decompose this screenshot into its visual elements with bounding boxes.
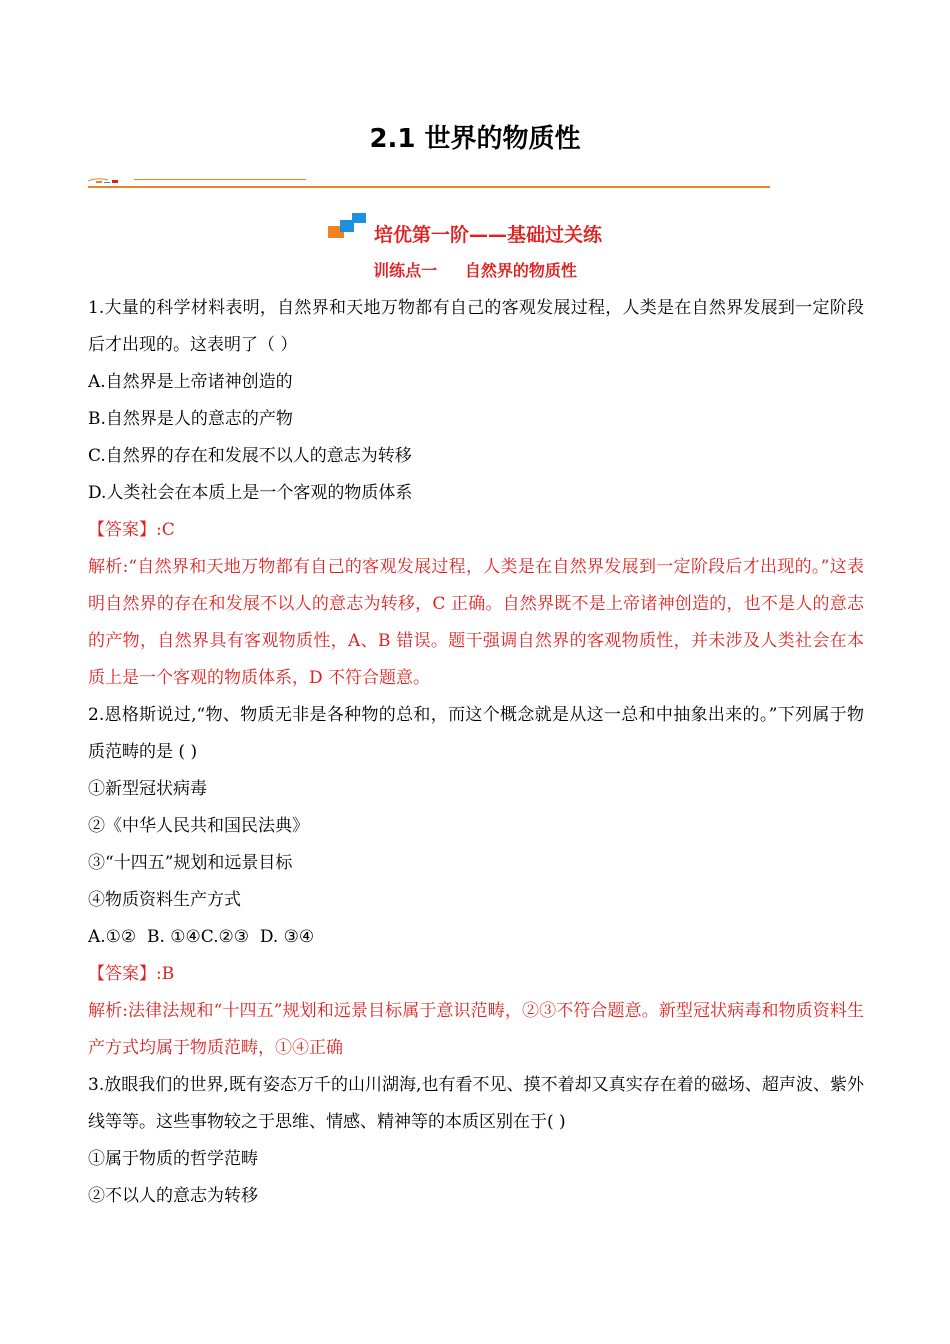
question-content bbox=[88, 290, 864, 1215]
title-rule bbox=[88, 177, 770, 191]
rule-decoration-icon bbox=[88, 177, 124, 183]
q2-item-3: ③“十四五”规划和远景目标 bbox=[88, 853, 293, 873]
q2-item-4: ④物质资料生产方式 bbox=[88, 890, 241, 910]
subsection-title: 训练点一 自然界的物质性 bbox=[373, 261, 577, 280]
q1-answer: 【答案】:C bbox=[88, 520, 175, 540]
q2-choices: A.①② B. ①④C.②③ D. ③④ bbox=[88, 927, 315, 947]
q1-stem: 1.大量的科学材料表明，自然界和天地万物都有自己的客观发展过程，人类是在自然界发展到一定阶段后才出现的。这表明了（ ） bbox=[88, 298, 864, 355]
q1-analysis: 解析:“自然界和天地万物都有自己的客观发展过程，人类是在自然界发展到一定阶段后才出现的。”这表明自然界的存在和发展不以人的意志为转移，C 正确。自然界既不是上帝诸神创造的，也不是人的意志的产物，自然界具有客观物质性，A、B 错误。题干强调自然界的客观物质性，并未涉及人类社会在本质上是一个客观的物质体系，D 不符合题意。 bbox=[88, 557, 864, 688]
q2-item-1: ①新型冠状病毒 bbox=[88, 779, 207, 799]
q2-answer: 【答案】:B bbox=[88, 964, 175, 984]
q1-option-b: B.自然界是人的意志的产物 bbox=[88, 409, 293, 429]
q1-option-a: A.自然界是上帝诸神创造的 bbox=[88, 372, 293, 392]
q1-option-c: C.自然界的存在和发展不以人的意志为转移 bbox=[88, 446, 412, 466]
q2-item-2: ②《中华人民共和国民法典》 bbox=[88, 816, 309, 836]
q3-item-1: ①属于物质的哲学范畴 bbox=[88, 1149, 258, 1169]
rule-thin-line bbox=[134, 179, 306, 180]
section-header bbox=[0, 212, 950, 252]
q1-option-d: D.人类社会在本质上是一个客观的物质体系 bbox=[88, 483, 413, 503]
q2-stem: 2.恩格斯说过,“物、物质无非是各种物的总和，而这个概念就是从这一总和中抽象出来的。”下列属于物质范畴的是 ( ) bbox=[88, 705, 864, 762]
q3-item-2: ②不以人的意志为转移 bbox=[88, 1186, 258, 1206]
section-title: 培优第一阶——基础过关练 bbox=[374, 224, 603, 246]
q3-stem: 3.放眼我们的世界,既有姿态万千的山川湖海,也有看不见、摸不着却又真实存在着的磁场、超声波、紫外线等等。这些事物较之于思维、情感、精神等的本质区别在于( ) bbox=[88, 1075, 864, 1132]
rule-main-line bbox=[88, 186, 770, 188]
q2-analysis: 解析:法律法规和“十四五”规划和远景目标属于意识范畴，②③不符合题意。新型冠状病毒和物质资料生产方式均属于物质范畴，①④正确 bbox=[88, 1001, 864, 1058]
steps-icon bbox=[326, 212, 370, 242]
page-title: 2.1 世界的物质性 bbox=[369, 124, 581, 154]
